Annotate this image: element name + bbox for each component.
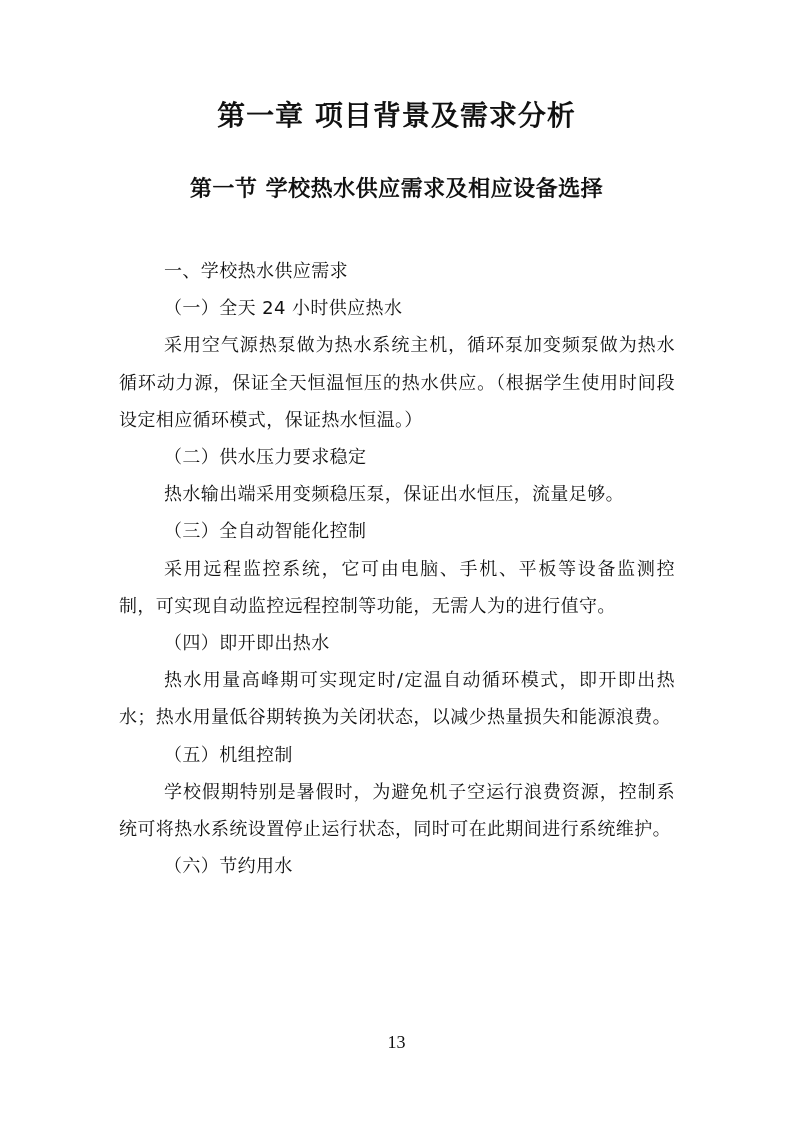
item-3-title: （三）全自动智能化控制: [164, 521, 367, 543]
heading-1: 一、学校热水供应需求: [164, 261, 348, 282]
item-5-paragraph: 学校假期特别是暑假时，为避免机子空运行浪费资源，控制系统可将热水系统设置停止运行状态，同时可在此期间进行系统维护。: [119, 781, 675, 841]
item-4-title: （四）即开即出热水: [164, 633, 330, 655]
section-title: 第一节 学校热水供应需求及相应设备选择: [189, 177, 604, 202]
item-2-paragraph: 热水输出端采用变频稳压泵，保证出水恒压，流量足够。: [164, 484, 624, 506]
page-number: 13: [387, 1032, 406, 1052]
item-6-title: （六）节约用水: [164, 856, 293, 878]
item-2-title: （二）供水压力要求稳定: [164, 447, 367, 469]
item-3-paragraph: 采用远程监控系统，它可由电脑、手机、平板等设备监测控制，可实现自动监控远程控制等功能，无需人为的进行值守。: [119, 558, 675, 617]
item-5-title: （五）机组控制: [164, 744, 293, 766]
chapter-title: 第一章 项目背景及需求分析: [217, 99, 576, 132]
item-4-paragraph: 热水用量高峰期可实现定时/定温自动循环模式，即开即出热水；热水用量低谷期转换为关闭状态，以减少热量损失和能源浪费。: [119, 670, 675, 729]
item-1-paragraph: 采用空气源热泵做为热水系统主机，循环泵加变频泵做为热水循环动力源，保证全天恒温恒压的热水供应。（根据学生使用时间段设定相应循环模式，保证热水恒温。）: [119, 335, 675, 431]
item-1-title: （一）全天 24 小时供应热水: [164, 298, 403, 320]
document-body: [119, 253, 675, 885]
